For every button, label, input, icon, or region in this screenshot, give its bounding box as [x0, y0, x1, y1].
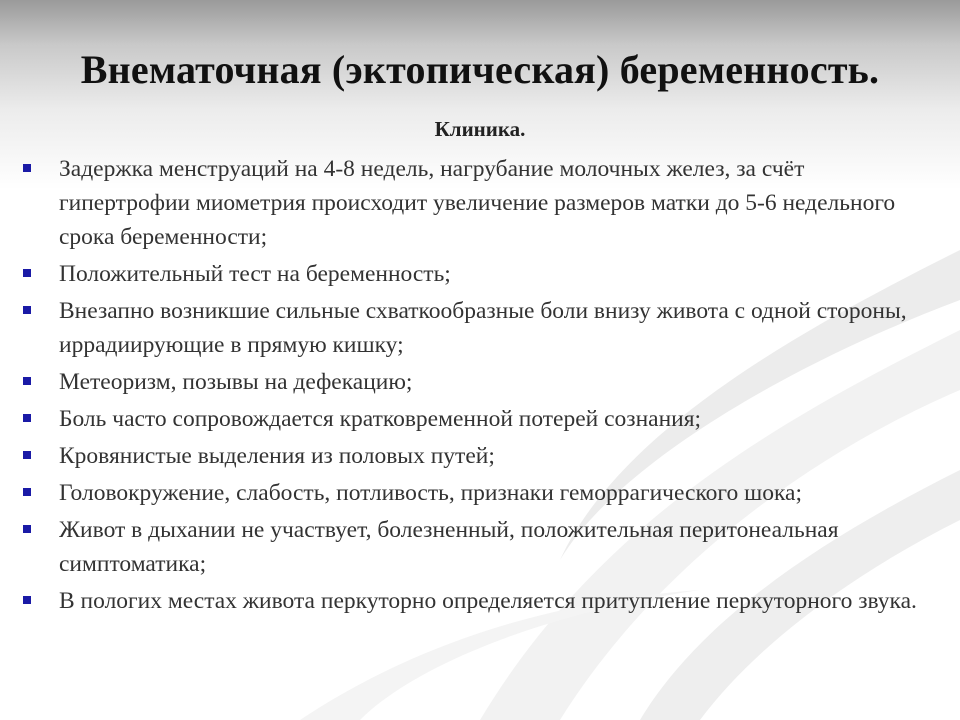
list-item-text: В пологих местах живота перкуторно определяется притупление перкуторного звука.: [59, 588, 917, 614]
list-item-text: Кровянистые выделения из половых путей;: [59, 443, 495, 469]
bullet-square-icon: [23, 525, 31, 533]
list-item: [20, 402, 940, 436]
list-item: [20, 513, 940, 581]
bullet-square-icon: [23, 596, 31, 604]
list-item-text: Положительный тест на беременность;: [59, 261, 451, 287]
list-item-text: Боль часто сопровождается кратковременной потерей сознания;: [59, 406, 702, 432]
bullet-square-icon: [23, 164, 31, 172]
list-item-text: Задержка менструаций на 4-8 недель, нагрубание молочных желез, за счёт гипертрофии миометрия происходит увеличение размеров матки до 5-6 недельного срока беременности;: [59, 156, 896, 250]
bullet-square-icon: [23, 306, 31, 314]
list-item: [20, 439, 940, 473]
list-item: [20, 257, 940, 291]
list-item-text: Головокружение, слабость, потливость, признаки геморрагического шока;: [59, 480, 802, 506]
list-item: [20, 584, 940, 618]
slide-title: Внематочная (эктопическая) беременность.: [80, 47, 880, 92]
list-item: [20, 476, 940, 510]
bullet-list: [20, 152, 940, 621]
list-item-text: Метеоризм, позывы на дефекацию;: [59, 369, 413, 395]
list-item-text: Внезапно возникшие сильные схваткообразные боли внизу живота с одной стороны, иррадиирующие в прямую кишку;: [59, 298, 907, 358]
list-item: [20, 152, 940, 254]
bullet-square-icon: [23, 414, 31, 422]
list-item: [20, 365, 940, 399]
slide-subtitle: Клиника.: [434, 117, 526, 141]
bullet-square-icon: [23, 451, 31, 459]
list-item: [20, 294, 940, 362]
bullet-square-icon: [23, 377, 31, 385]
bullet-square-icon: [23, 488, 31, 496]
bullet-square-icon: [23, 269, 31, 277]
list-item-text: Живот в дыхании не участвует, болезненный, положительная перитонеальная симптоматика;: [59, 517, 839, 577]
